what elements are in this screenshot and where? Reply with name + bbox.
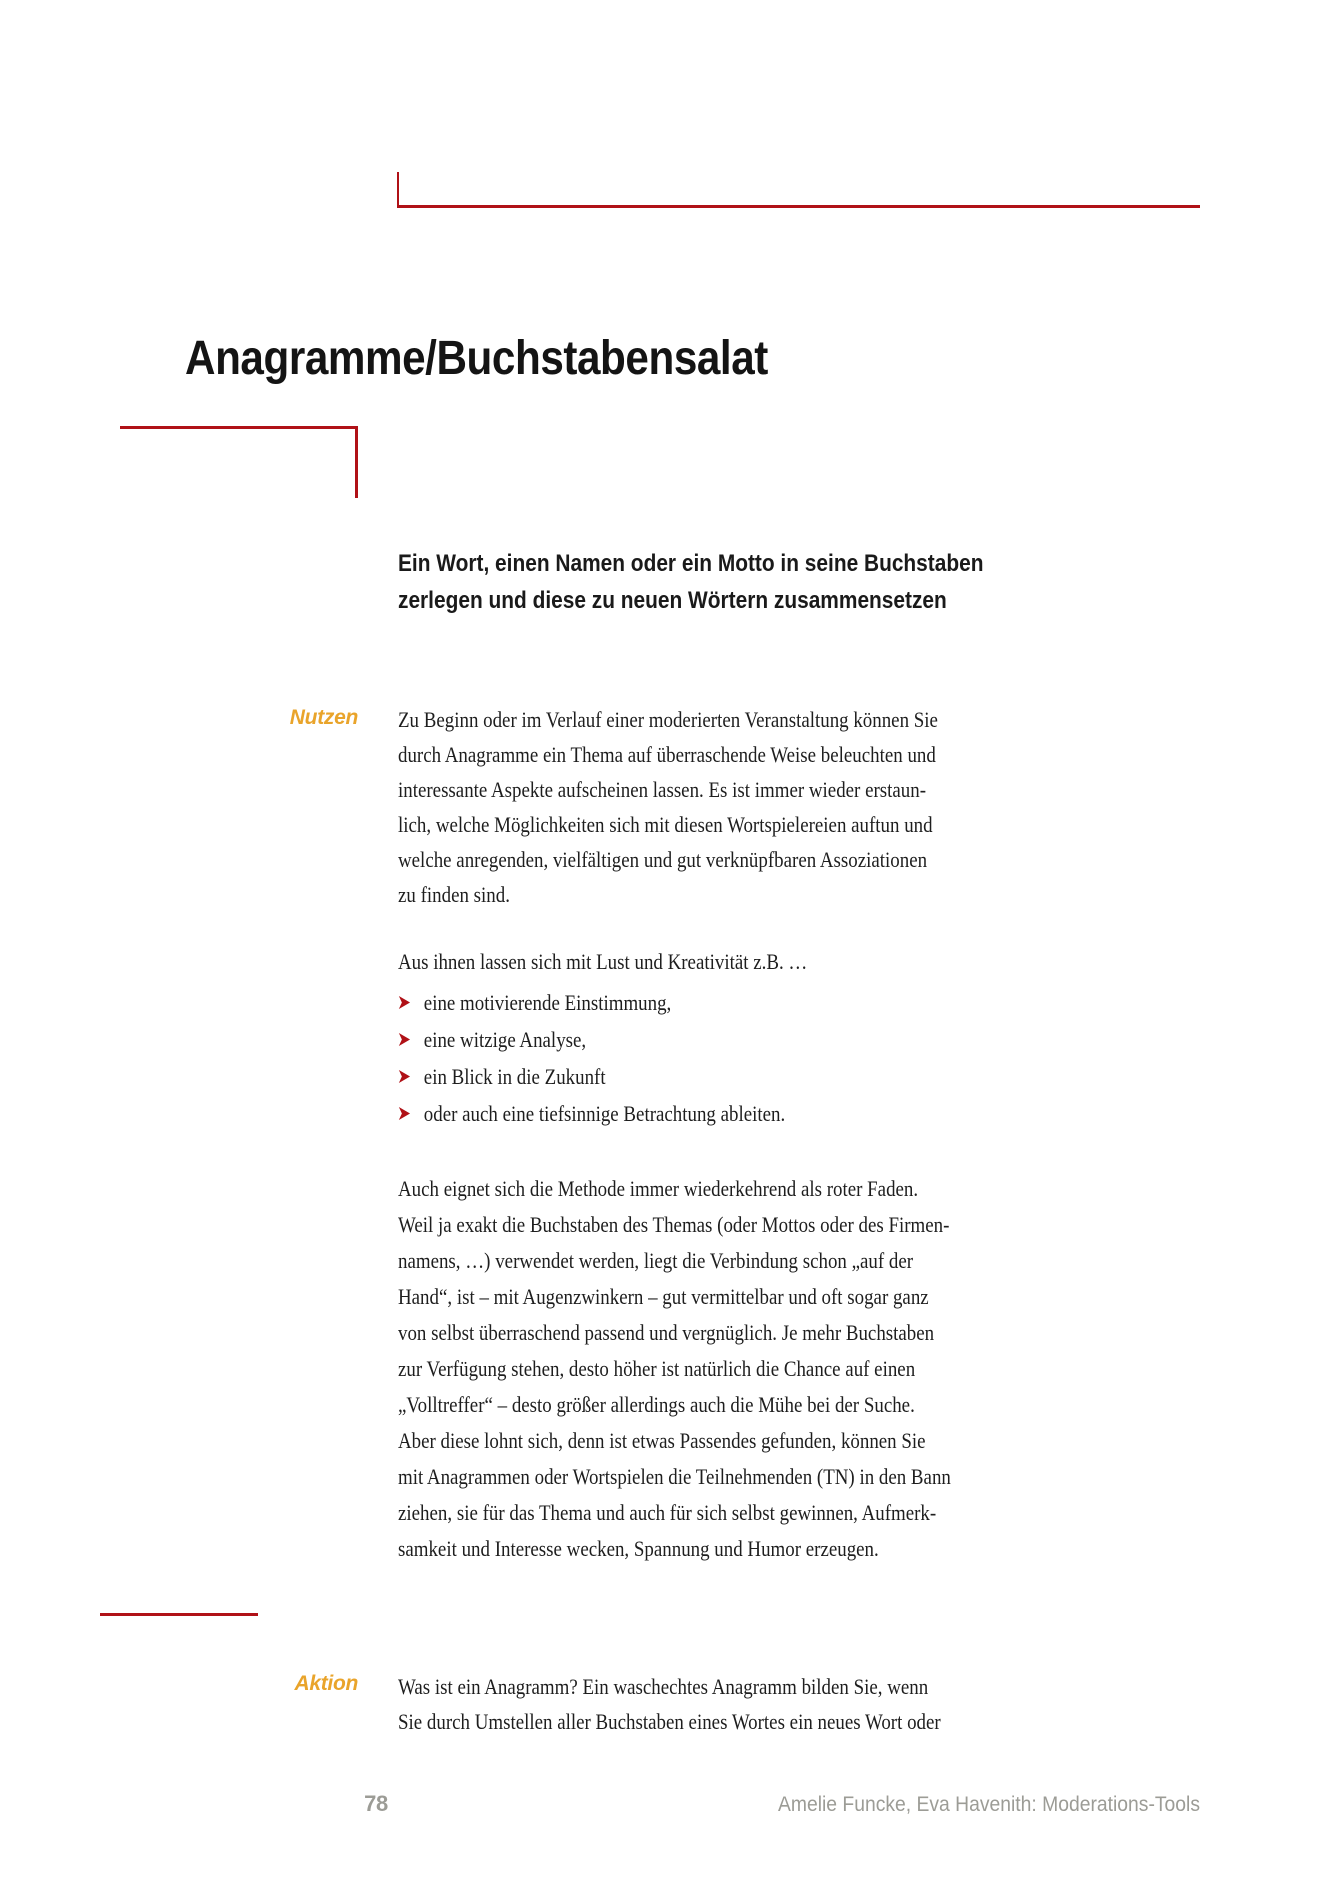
text-line: welche anregenden, vielfältigen und gut verknüpfbaren Assoziationen: [398, 847, 928, 872]
bullet-arrow-icon: [398, 995, 411, 1010]
text-line: Weil ja exakt die Buchstaben des Themas (oder Mottos oder des Firmen-: [398, 1212, 950, 1237]
margin-label-nutzen: Nutzen: [289, 706, 358, 729]
text-line: Was ist ein Anagramm? Ein waschechtes Anagramm bilden Sie, wenn: [398, 1674, 929, 1699]
list-item-text: eine witzige Analyse,: [423, 1027, 587, 1052]
list-item-text: eine motivierende Einstimmung,: [423, 990, 672, 1015]
list-item-text: oder auch eine tiefsinnige Betrachtung ableiten.: [423, 1101, 786, 1126]
list-item: [398, 1095, 785, 1132]
text-line: Hand“, ist – mit Augenzwinkern – gut vermittelbar und oft sogar ganz: [398, 1284, 929, 1309]
bullet-arrow-icon: [398, 1069, 411, 1084]
list-item: [398, 1058, 785, 1095]
text-line: interessante Aspekte aufscheinen lassen. Es ist immer wieder erstaun-: [398, 777, 927, 802]
top-rule-vertical-tick: [397, 172, 399, 205]
text-line: Aber diese lohnt sich, denn ist etwas Passendes gefunden, können Sie: [398, 1428, 926, 1453]
footer-credit: Amelie Funcke, Eva Havenith: Moderations-Tools: [777, 1793, 1200, 1816]
text-line: Zu Beginn oder im Verlauf einer moderierten Veranstaltung können Sie: [398, 707, 938, 732]
page-number: 78: [364, 1791, 388, 1816]
bullet-list-intro: Aus ihnen lassen sich mit Lust und Kreativität z.B. …: [398, 949, 808, 974]
list-item: [398, 984, 785, 1021]
text-line: durch Anagramme ein Thema auf überraschende Weise beleuchten und: [398, 742, 936, 767]
bullet-arrow-icon: [398, 1106, 411, 1121]
text-line: zerlegen und diese zu neuen Wörtern zusammensetzen: [398, 587, 947, 614]
list-item-text: ein Blick in die Zukunft: [423, 1064, 606, 1089]
margin-label-aktion: Aktion: [294, 1672, 358, 1695]
text-line: Auch eignet sich die Methode immer wiederkehrend als roter Faden.: [398, 1176, 919, 1201]
section-divider-rule: [100, 1613, 258, 1616]
page-title: Anagramme/Buchstabensalat: [185, 332, 768, 386]
margin-corner-rule: [120, 426, 358, 498]
bullet-arrow-icon: [398, 1032, 411, 1047]
text-line: namens, …) verwendet werden, liegt die Verbindung schon „auf der: [398, 1248, 914, 1273]
text-line: ziehen, sie für das Thema und auch für sich selbst gewinnen, Aufmerk-: [398, 1500, 937, 1525]
text-line: Sie durch Umstellen aller Buchstaben eines Wortes ein neues Wort oder: [398, 1709, 941, 1734]
text-line: mit Anagrammen oder Wortspielen die Teilnehmenden (TN) in den Bann: [398, 1464, 951, 1489]
text-line: zu finden sind.: [398, 882, 510, 907]
nutzen-paragraph-2: [398, 1171, 951, 1567]
text-line: samkeit und Interesse wecken, Spannung und Humor erzeugen.: [398, 1536, 879, 1561]
nutzen-paragraph-1: [398, 702, 938, 912]
list-item: [398, 1021, 785, 1058]
text-line: „Volltreffer“ – desto größer allerdings auch die Mühe bei der Suche.: [398, 1392, 915, 1417]
chapter-subtitle: [398, 545, 983, 619]
aktion-paragraph: [398, 1669, 941, 1739]
text-line: lich, welche Möglichkeiten sich mit diesen Wortspielereien auftun und: [398, 812, 933, 837]
top-rule-horizontal: [397, 205, 1200, 208]
text-line: Ein Wort, einen Namen oder ein Motto in seine Buchstaben: [398, 550, 984, 577]
benefit-bullet-list: [398, 984, 785, 1132]
text-line: zur Verfügung stehen, desto höher ist natürlich die Chance auf einen: [398, 1356, 916, 1381]
text-line: von selbst überraschend passend und vergnüglich. Je mehr Buchstaben: [398, 1320, 935, 1345]
